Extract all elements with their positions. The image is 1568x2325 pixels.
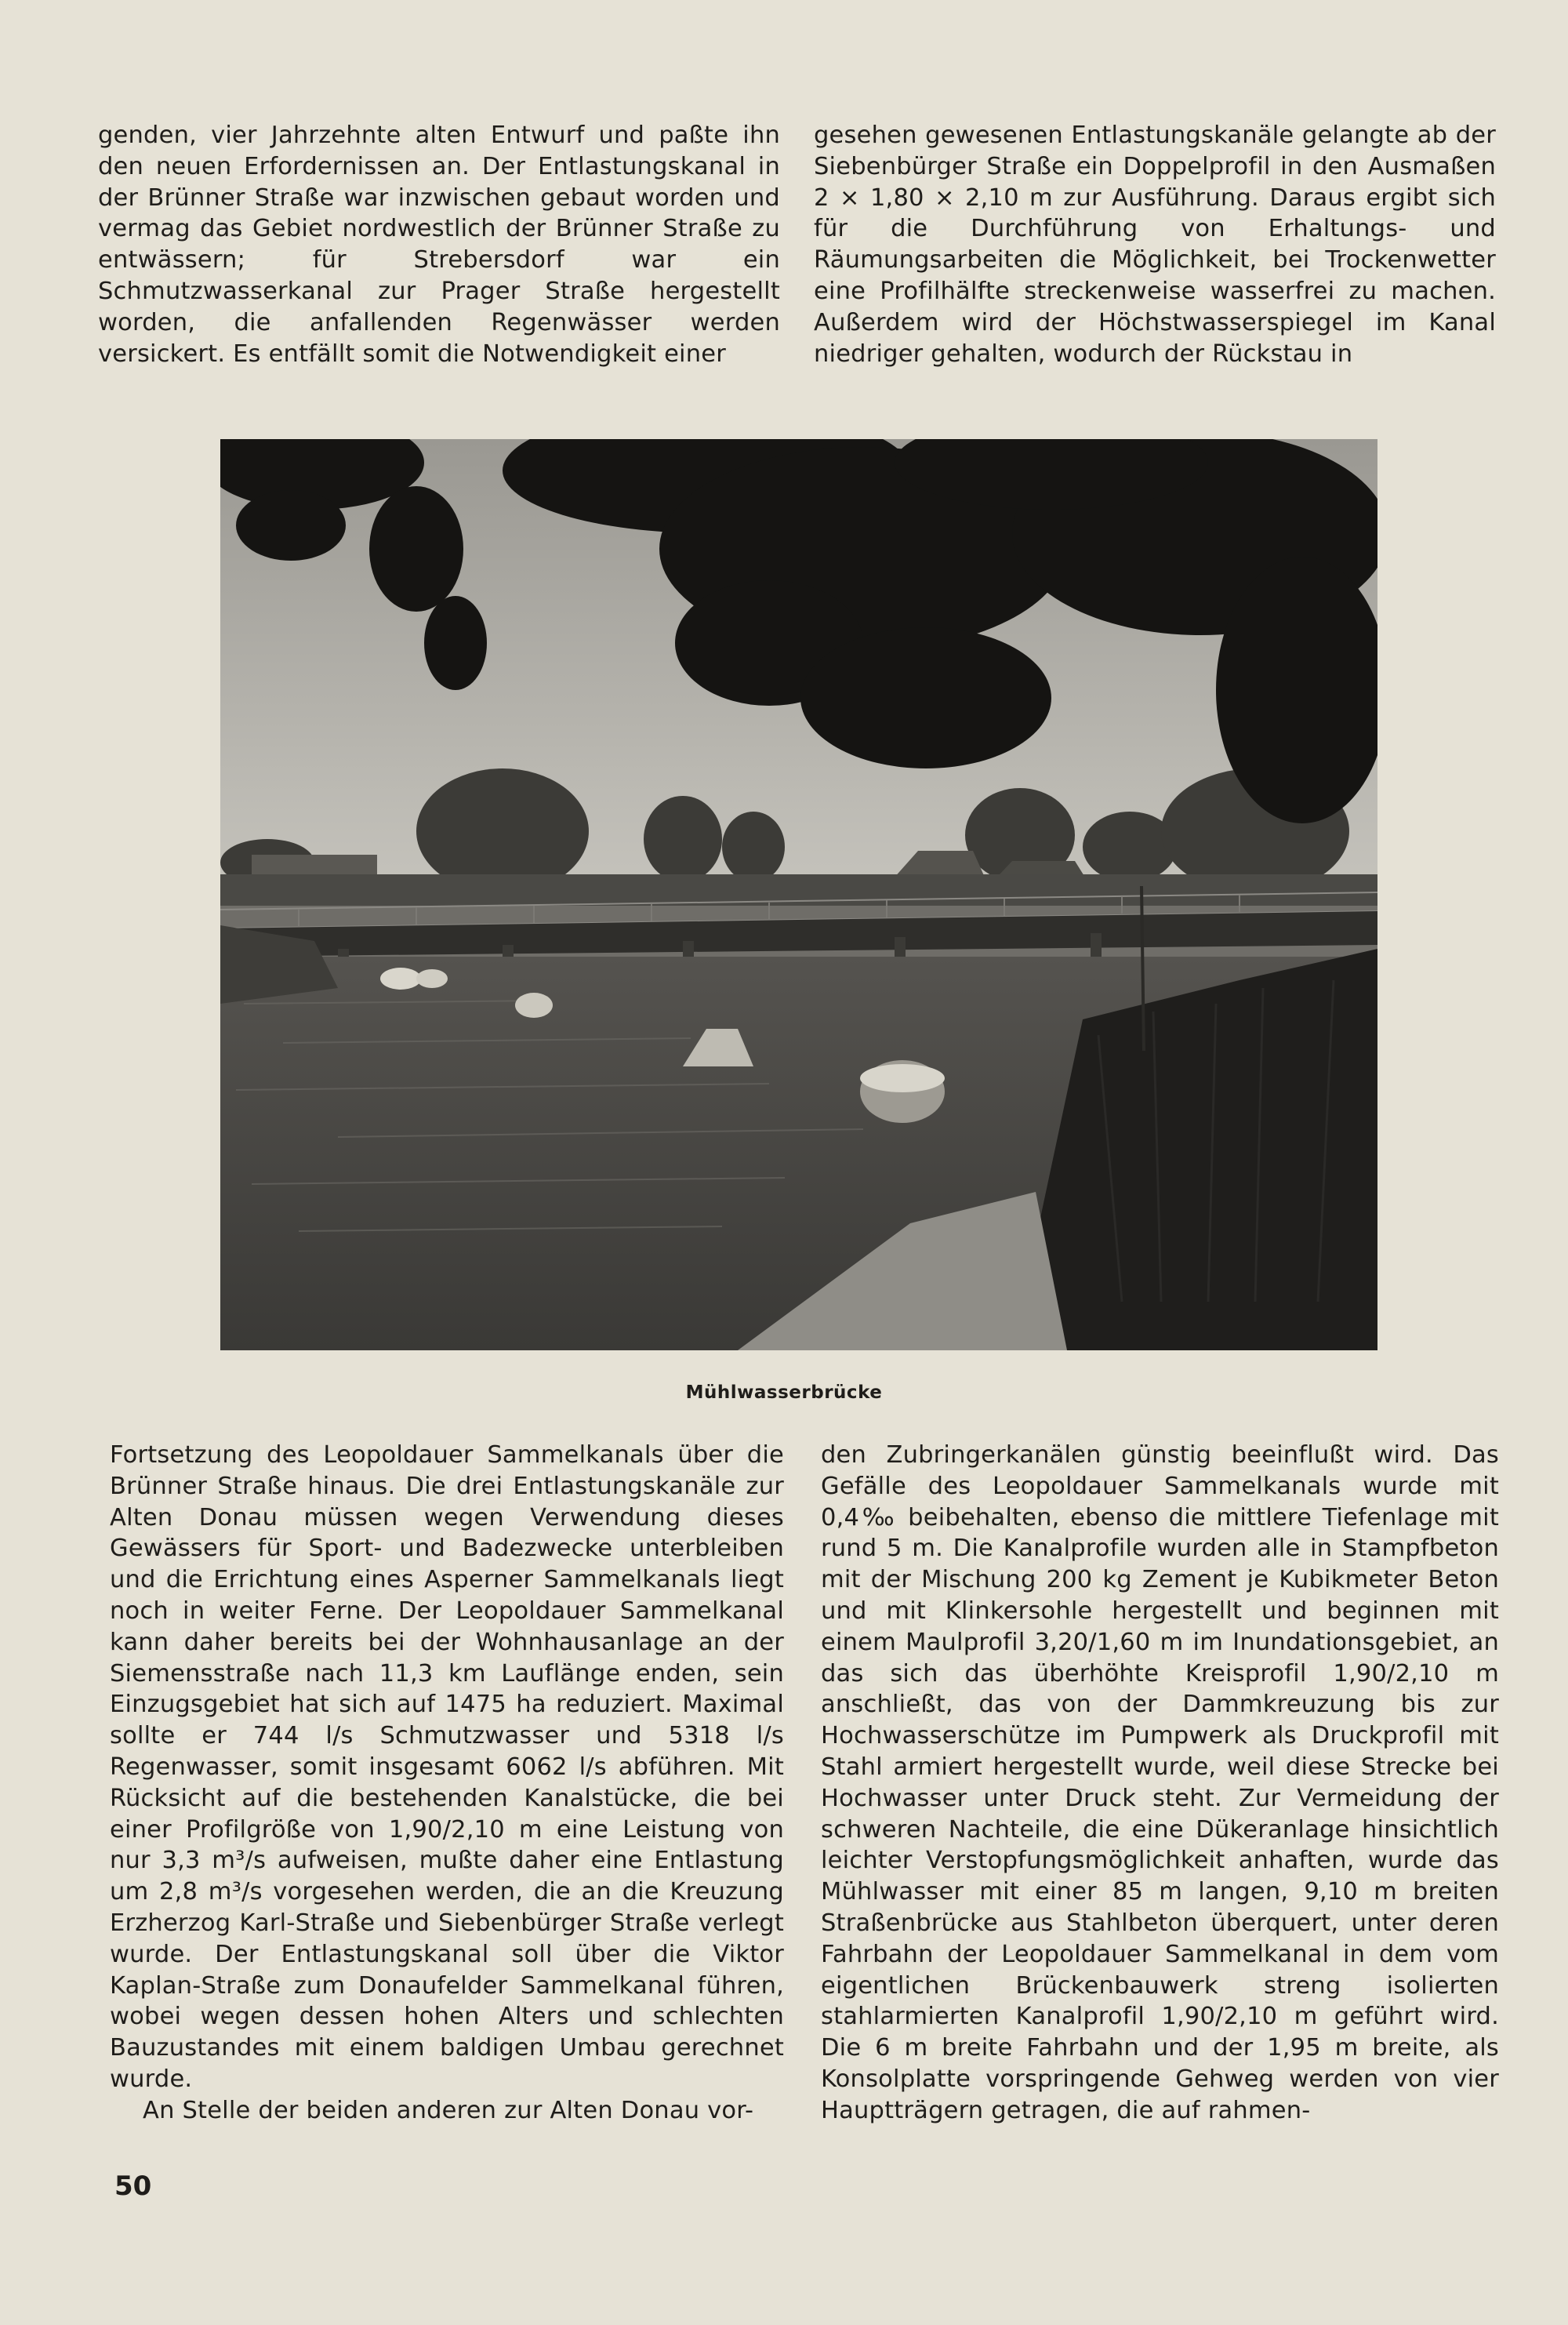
- paragraph: An Stelle der beiden anderen zur Alten Donau vor-: [143, 2096, 754, 2124]
- paragraph: genden, vier Jahrzehnte alten Entwurf und paßte ihn den neuen Erfordernissen an. Der Entlastungskanal in der Brünner Straße war inzwischen gebaut worden und vermag das Gebiet nordwestlich der Brünner Straße zu entwässern; für Strebersdorf war ein Schmutzwasserkanal zur Prager Straße hergestellt worden, die anfallenden Regenwässer werden versickert. Es entfällt somit die Notwendigkeit einer: [98, 122, 780, 368]
- paragraph: den Zubringerkanälen günstig beeinflußt wird. Das Gefälle des Leopoldauer Sammelkanals wurde mit 0,4‰ beibehalten, ebenso die mittlere Tiefenlage mit rund 5 m. Die Kanalprofile wurden alle in Stampfbeton mit der Mischung 200 kg Zement je Kubikmeter Beton und mit Klinkersohle hergestellt und beginnen mit einem Maulprofil 3,20/1,60 m im Inundationsgebiet, an das sich das überhöhte Kreisprofil 1,90/2,10 m anschließt, das von der Dammkreuzung bis zur Hochwasserschütze im Pumpwerk als Druckprofil mit Stahl armiert hergestellt wurde, weil diese Strecke bei Hochwasser unter Druck steht. Zur Vermeidung der schweren Nachteile, die eine Dükeranlage hinsichtlich leichter Verstopfungsmöglichkeit anhaften, wurde das Mühlwasser mit einer 85 m langen, 9,10 m breiten Straßenbrücke aus Stahlbeton überquert, unter deren Fahrbahn der Leopoldauer Sammelkanal in dem vom eigentlichen Brückenbauwerk streng isolierten stahlarmierten Kanalprofil 1,90/2,10 m geführt wird. Die 6 m breite Fahrbahn und der 1,95 m breite, als Konsolplatte vorspringende Gehweg werden von vier Hauptträgern getragen, die auf rahmen-: [821, 1441, 1499, 2124]
- paragraph: Fortsetzung des Leopoldauer Sammelkanals über die Brünner Straße hinaus. Die drei Entlastungskanäle zur Alten Donau müssen wegen Verwendung dieses Gewässers für Sport- und Badezwecke unterbleiben und die Errichtung eines Asperner Sammelkanals liegt noch in weiter Ferne. Der Leopoldauer Sammelkanal kann daher bereits bei der Wohnhausanlage an der Siemensstraße nach 11,3 km Lauflänge enden, sein Einzugsgebiet hat sich auf 1475 ha reduziert. Maximal sollte er 744 l/s Schmutzwasser und 5318 l/s Regenwasser, somit insgesamt 6062 l/s abführen. Mit Rücksicht auf die bestehenden Kanalstücke, die bei einer Profilgröße von 1,90/2,10 m eine Leistung von nur 3,3 m³/s aufweisen, mußte daher eine Entlastung um 2,8 m³/s vorgesehen werden, die an die Kreuzung Erzherzog Karl-Straße und Siebenbürger Straße verlegt wurde. Der Entlastungskanal soll über die Viktor Kaplan-Straße zum Donaufelder Sammelkanal führen, wobei wegen dessen hohen Alters und schlechten Bauzustandes mit einem baldigen Umbau gerechnet wurde.: [110, 1441, 784, 2093]
- text-column-bottom-left: [110, 1440, 784, 2127]
- photo-illustration: [220, 439, 1377, 1350]
- text-column-bottom-right: [821, 1440, 1499, 2127]
- page-number: 50: [114, 2171, 152, 2202]
- text-column-top-right: [814, 120, 1496, 369]
- paragraph: gesehen gewesenen Entlastungskanäle gelangte ab der Siebenbürger Straße ein Doppelprofil in den Ausmaßen 2 × 1,80 × 2,10 m zur Ausführung. Daraus ergibt sich für die Durchführung von Erhaltungs- und Räumungsarbeiten die Möglichkeit, bei Trockenwetter eine Profilhälfte streckenweise wasserfrei zu machen. Außerdem wird der Höchstwasserspiegel im Kanal niedriger gehalten, wodurch der Rückstau in: [814, 122, 1496, 368]
- bridge-photograph: [220, 439, 1377, 1350]
- text-column-top-left: [98, 120, 780, 369]
- photo-caption: Mühlwasserbrücke: [685, 1382, 883, 1403]
